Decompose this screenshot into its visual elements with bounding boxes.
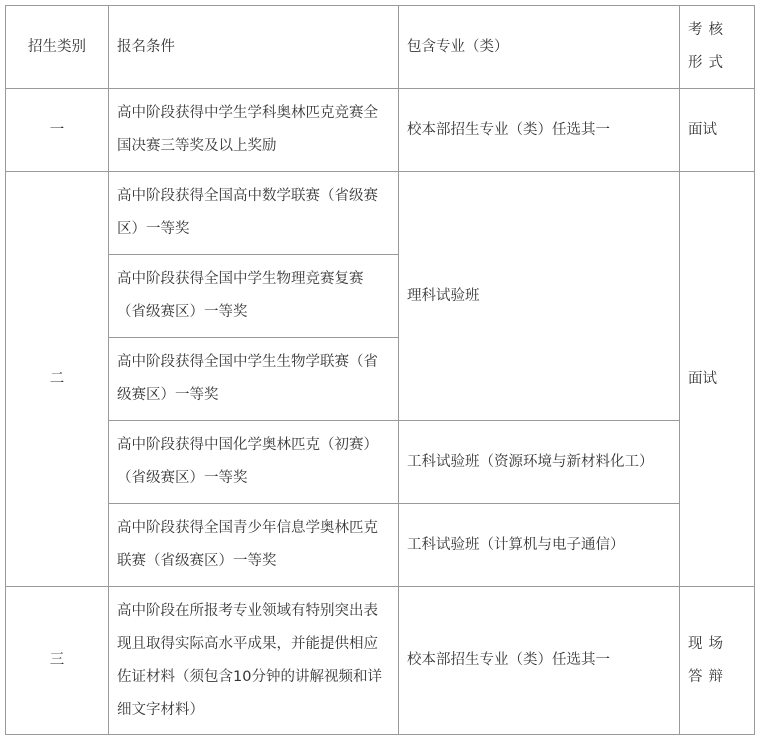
condition-cell: 高中阶段在所报考专业领域有特别突出表现且取得实际高水平成果，并能提供相应佐证材料（须包含10分钟的讲解视频和详细文字材料） (109, 587, 399, 735)
table-row (6, 172, 755, 255)
major-cell: 理科试验班 (399, 172, 680, 421)
form-cell: 面试 (680, 172, 755, 587)
header-category: 招生类别 (6, 6, 109, 89)
header-form: 考核形式 (680, 6, 755, 89)
table-row (6, 421, 755, 504)
category-cell: 三 (6, 587, 109, 735)
form-cell: 面试 (680, 89, 755, 172)
major-cell: 工科试验班（计算机与电子通信） (399, 504, 680, 587)
table-row (6, 504, 755, 587)
condition-cell: 高中阶段获得全国中学生生物学联赛（省级赛区）一等奖 (109, 338, 399, 421)
condition-cell: 高中阶段获得全国高中数学联赛（省级赛区）一等奖 (109, 172, 399, 255)
condition-cell: 高中阶段获得全国青少年信息学奥林匹克联赛（省级赛区）一等奖 (109, 504, 399, 587)
major-cell: 校本部招生专业（类）任选其一 (399, 89, 680, 172)
header-major: 包含专业（类） (399, 6, 680, 89)
table-row (6, 89, 755, 172)
condition-cell: 高中阶段获得中学生学科奥林匹克竞赛全国决赛三等奖及以上奖励 (109, 89, 399, 172)
category-cell: 一 (6, 89, 109, 172)
category-cell: 二 (6, 172, 109, 587)
condition-cell: 高中阶段获得全国中学生物理竞赛复赛（省级赛区）一等奖 (109, 255, 399, 338)
table-row (6, 587, 755, 735)
form-cell: 现场答辩 (680, 587, 755, 735)
admission-table (5, 5, 755, 735)
header-condition: 报名条件 (109, 6, 399, 89)
major-cell: 校本部招生专业（类）任选其一 (399, 587, 680, 735)
condition-cell: 高中阶段获得中国化学奥林匹克（初赛）（省级赛区）一等奖 (109, 421, 399, 504)
major-cell: 工科试验班（资源环境与新材料化工） (399, 421, 680, 504)
table-header-row (6, 6, 755, 89)
